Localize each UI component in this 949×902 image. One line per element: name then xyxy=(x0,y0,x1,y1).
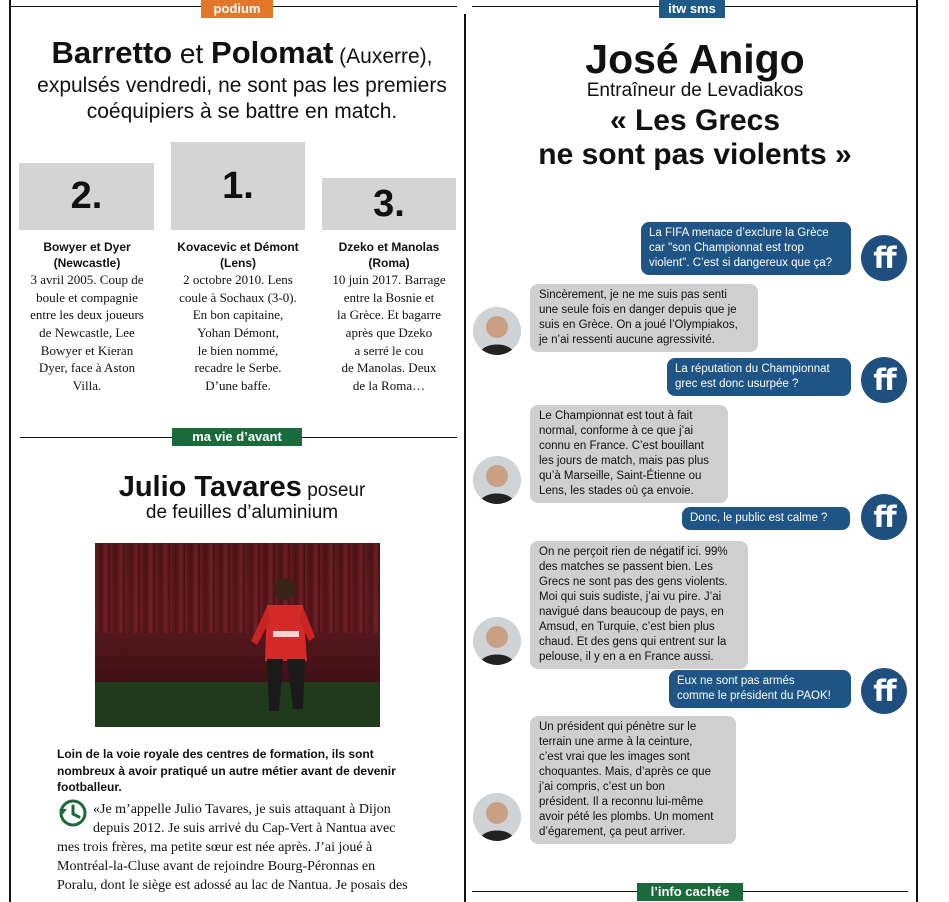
pitch xyxy=(95,682,380,727)
julio-role-1: poseur xyxy=(301,480,366,501)
julio-body-line-4: Montréal-la-Cluse avant de rejoindre Bourg-Péronnas en xyxy=(57,859,376,874)
podium-box-2: 2. xyxy=(19,163,154,230)
itw-sms-tag: itw sms xyxy=(659,0,725,18)
anigo-avatar xyxy=(473,307,521,355)
julio-title xyxy=(22,471,462,524)
question-bubble-3: Donc, le public est calme ? xyxy=(682,507,850,530)
entry-club: (Roma) xyxy=(368,256,410,271)
entry-text: 2 octobre 2010. Lens coule à Sochaux (3-0). En bon capitaine, Yohan Démont, le bien nommé, recadre le Serbe. D’une baffe. xyxy=(179,272,297,393)
left-border xyxy=(9,0,11,902)
ff-logo-icon: ff xyxy=(861,357,907,403)
stadium-crowd xyxy=(95,543,380,633)
entry-name: Bowyer et Dyer xyxy=(43,240,131,254)
question-bubble-2: La réputation du Championnat grec est donc usurpée ? xyxy=(667,358,851,396)
julio-tavares-photo xyxy=(95,543,380,727)
julio-lead: Loin de la voie royale des centres de formation, ils sont nombreux à avoir pratiqué un autre métier avant de devenir footballeur. xyxy=(57,747,396,795)
answer-bubble-4: Un président qui pénètre sur le terrain une arme à la ceinture, c’est vrai que les images sont choquantes. Mais, d’après ce que j’ai compris, c’est un bon président. Il a reconnu lui-même avoir pété les plombs. Un moment d’égarement, ça peut arriver. xyxy=(530,716,736,844)
podium-box-3: 3. xyxy=(322,178,456,230)
ma-vie-davant-tag: ma vie d’avant xyxy=(172,428,302,446)
anigo-avatar xyxy=(473,617,521,665)
entry-name: Dzeko et Manolas xyxy=(338,240,440,254)
right-border xyxy=(916,0,918,902)
podium-title xyxy=(22,34,462,125)
entry-text: 10 juin 2017. Barrage entre la Bosnie et la Grèce. Et bagarre après que Dzeko a serré le cou de Manolas. Deux de la Roma… xyxy=(332,272,446,393)
julio-body-line-2: depuis 2012. Je suis arrivé du Cap-Vert à Nantua avec xyxy=(93,821,396,836)
question-bubble-1: La FIFA menace d’exclure la Grèce car "son Championnat est trop violent". C’est si dangereux que ça? xyxy=(641,222,851,275)
title-line-2: expulsés vendredi, ne sont pas les premiers xyxy=(37,73,447,97)
ff-logo-icon: ff xyxy=(861,494,907,540)
podium-entry-2 xyxy=(16,239,158,394)
anigo-role: Entraîneur de Levadiakos xyxy=(586,80,804,101)
answer-bubble-1: Sincèrement, je ne me suis pas senti une seule fois en danger depuis que je suis en Grèce. On a joué l’Olympiakos, je n’ai ressenti aucune agressivité. xyxy=(530,284,758,352)
anigo-name: José Anigo xyxy=(585,36,805,82)
entry-club: (Newcastle) xyxy=(53,256,121,271)
title-name-barretto: Barretto xyxy=(51,35,173,70)
julio-name: Julio Tavares xyxy=(118,471,302,503)
podium-tag: podium xyxy=(201,0,273,18)
podium-entry-3 xyxy=(318,239,460,394)
anigo-avatar xyxy=(473,456,521,504)
julio-role-2: de feuilles d’aluminium xyxy=(145,502,339,523)
title-name-polomat: Polomat xyxy=(211,35,334,70)
answer-bubble-3: On ne perçoit rien de négatif ici. 99% des matches se passent bien. Les Grecs ne sont pas des gens violents. Moi qui suis sudiste, j’ai vu pire. J’ai navigué dans beaucoup de pays, en Amsud, en Turquie, c’est bien plus chaud. Et des gens qui entrent sur la pelouse, il y en a en France aussi. xyxy=(530,541,748,669)
quote-line-2: ne sont pas violents » xyxy=(538,137,852,171)
anigo-avatar xyxy=(473,793,521,841)
question-bubble-4: Eux ne sont pas armés comme le président du PAOK! xyxy=(669,670,851,708)
entry-text: 3 avril 2005. Coup de boule et compagnie entre les deux joueurs de Newcastle, Lee Bowyer et Kieran Dyer, face à Aston Villa. xyxy=(30,272,144,393)
ff-logo-icon: ff xyxy=(861,668,907,714)
center-divider xyxy=(464,14,466,902)
quote-line-1: « Les Grecs xyxy=(609,104,781,137)
title-club: (Auxerre), xyxy=(333,45,433,68)
entry-name: Kovacevic et Démont xyxy=(177,240,299,254)
history-clock-icon xyxy=(57,797,89,829)
podium-entry-1 xyxy=(166,239,310,394)
julio-body-line-1: «Je m’appelle Julio Tavares, je suis attaquant à Dijon xyxy=(93,802,391,817)
player-figure xyxy=(245,571,315,721)
entry-club: (Lens) xyxy=(220,256,256,271)
ff-logo-icon: ff xyxy=(861,235,907,281)
answer-bubble-2: Le Championnat est tout à fait normal, conforme à ce que j’ai connu en France. C’est bouillant les jours de match, mais pas plus qu’à Marseille, Saint-Étienne ou Lens, les stades où ça envoie. xyxy=(530,405,728,503)
title-line-3: coéquipiers à se battre en match. xyxy=(86,100,398,123)
julio-body-line-6: Poralu, dont le siège est adossé au lac de Nantua. Je posais des xyxy=(57,878,408,893)
info-cachee-tag: l’info cachée xyxy=(637,883,743,901)
anigo-headline-quote xyxy=(475,104,915,172)
title-et: et xyxy=(172,38,212,69)
julio-body-line-3: mes trois frères, ma petite sœur est née après. J’ai joué à xyxy=(57,840,373,855)
podium-box-1: 1. xyxy=(171,142,305,230)
